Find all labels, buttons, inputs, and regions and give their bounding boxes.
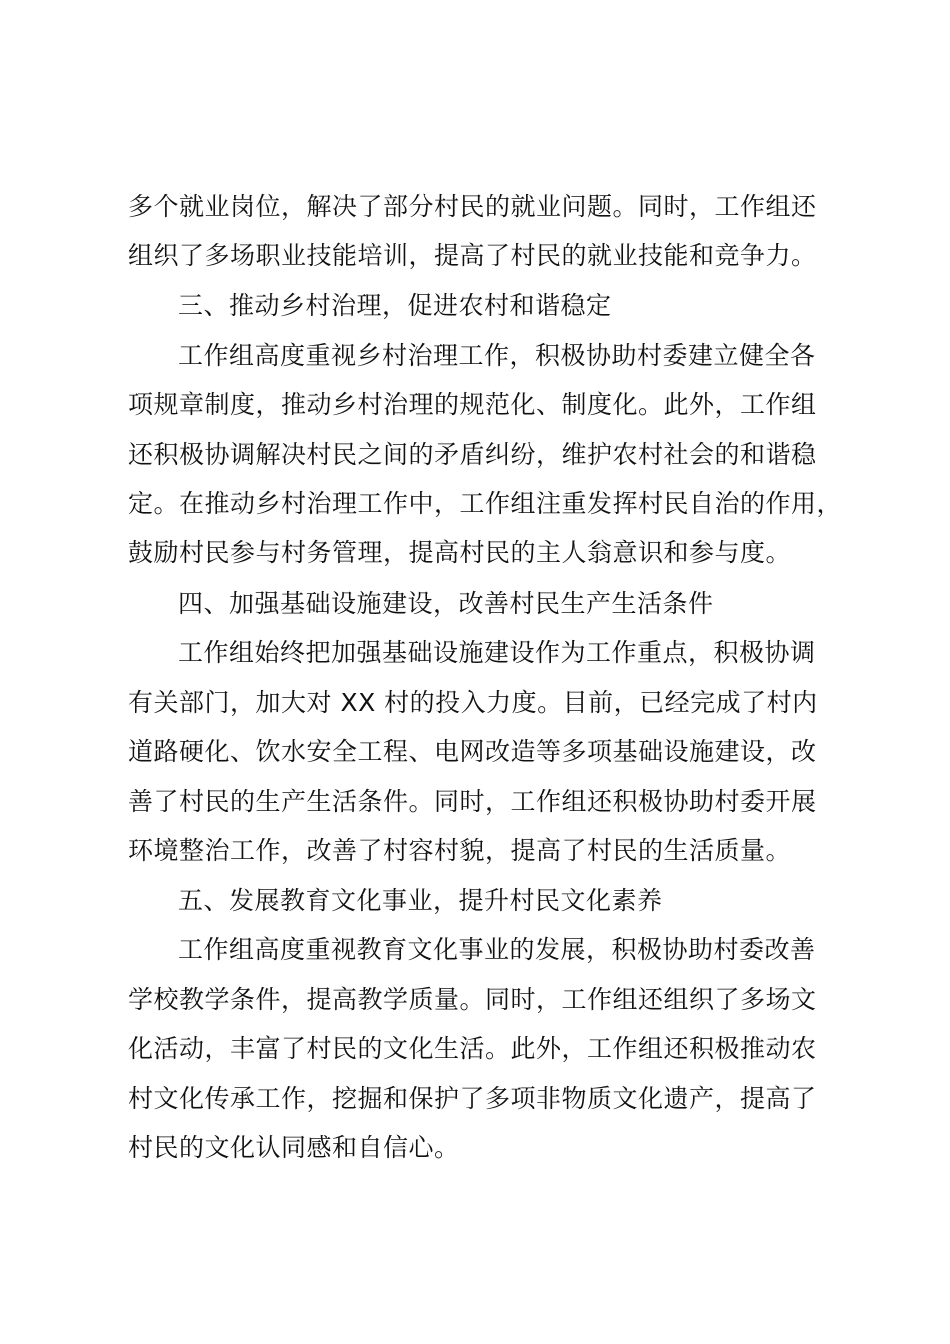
paragraph-line: 工作组高度重视教育文化事业的发展，积极协助村委改善 — [178, 935, 816, 964]
paragraph-line: 村民的文化认同感和自信心。 — [128, 1133, 460, 1162]
paragraph-line: 学校教学条件，提高教学质量。同时，工作组还组织了多场文 — [128, 985, 817, 1014]
section-heading: 三、推动乡村治理，促进农村和谐稳定 — [178, 291, 612, 320]
paragraph-line: 项规章制度，推动乡村治理的规范化、制度化。此外，工作组 — [128, 390, 817, 419]
paragraph-line: 鼓励村民参与村务管理，提高村民的主人翁意识和参与度。 — [128, 538, 792, 567]
paragraph-line: 组织了多场职业技能培训，提高了村民的就业技能和竞争力。 — [128, 241, 817, 270]
paragraph-line: 环境整治工作，改善了村容村貌，提高了村民的生活质量。 — [128, 836, 792, 865]
paragraph-line: 还积极协调解决村民之间的矛盾纠纷，维护农村社会的和谐稳 — [128, 440, 817, 469]
paragraph-line: 工作组高度重视乡村治理工作，积极协助村委建立健全各 — [178, 341, 816, 370]
paragraph-line: 村文化传承工作，挖掘和保护了多项非物质文化遗产，提高了 — [128, 1084, 817, 1113]
section-heading: 四、加强基础设施建设，改善村民生产生活条件 — [178, 589, 714, 618]
paragraph-line: 善了村民的生产生活条件。同时，工作组还积极协助村委开展 — [128, 787, 817, 816]
section-heading: 五、发展教育文化事业，提升村民文化素养 — [178, 886, 663, 915]
paragraph-line: 多个就业岗位，解决了部分村民的就业问题。同时，工作组还 — [128, 192, 817, 221]
paragraph-line: 定。在推动乡村治理工作中，工作组注重发挥村民自治的作用， — [128, 489, 843, 518]
paragraph-line: 化活动，丰富了村民的文化生活。此外，工作组还积极推动农 — [128, 1034, 817, 1063]
paragraph-line: 工作组始终把加强基础设施建设作为工作重点，积极协调 — [178, 638, 816, 667]
paragraph-line: 道路硬化、饮水安全工程、电网改造等多项基础设施建设，改 — [128, 737, 817, 766]
paragraph-line: 有关部门，加大对 XX 村的投入力度。目前，已经完成了村内 — [128, 688, 818, 717]
